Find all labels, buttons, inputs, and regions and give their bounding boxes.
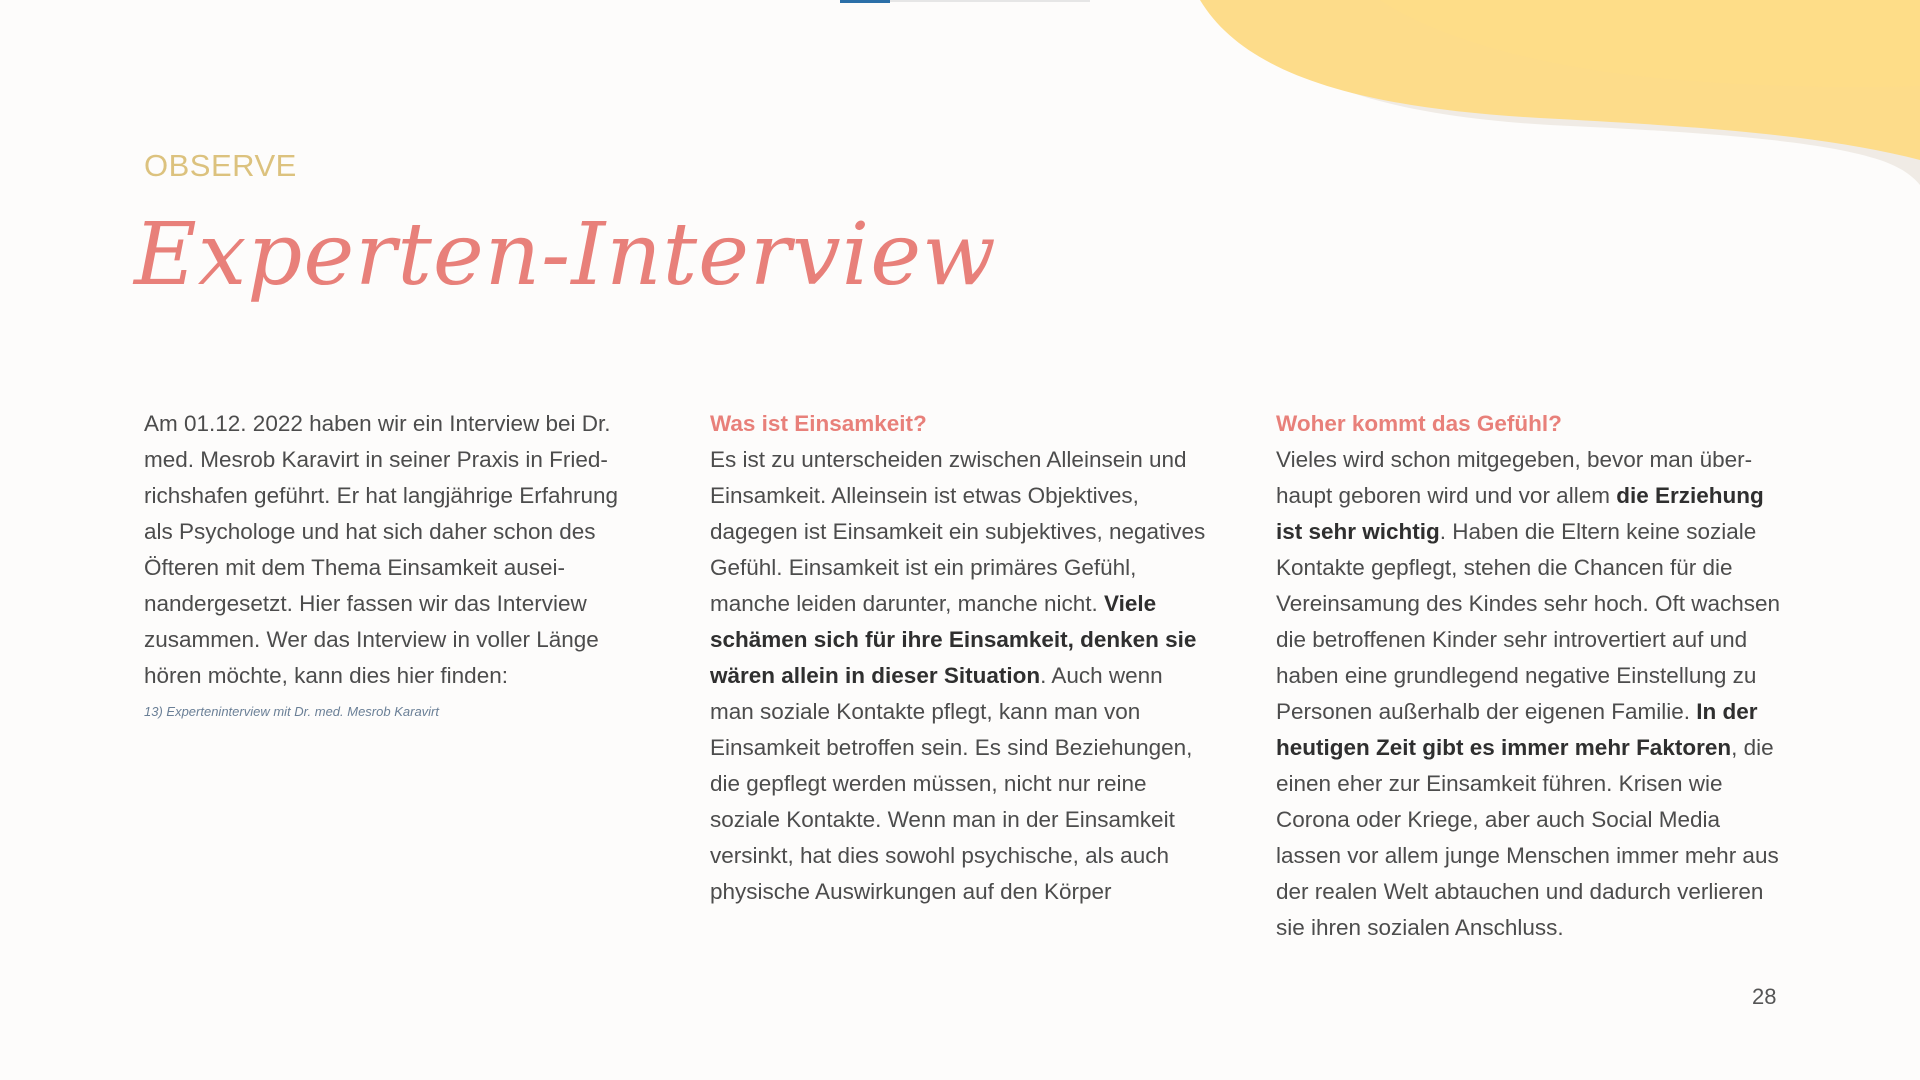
page-title: Experten-Interview — [134, 205, 997, 305]
text-segment: , die einen eher zur Einsamkeit führen. Krisen wie Corona oder Kriege, aber auch Social Media lassen vor allem junge Menschen immer mehr aus der realen Welt abtauchen und dadurch verlieren sie ihren sozialen Anschluss. — [1276, 735, 1779, 940]
column-text-einsamkeit — [710, 442, 1210, 910]
column-gefuehl — [1276, 406, 1786, 946]
intro-column — [144, 406, 634, 722]
column-einsamkeit — [710, 406, 1210, 910]
text-segment: . Haben die Eltern keine soziale Kontakte gepflegt, stehen die Chancen für die Vereinsamung des Kindes sehr hoch. Oft wachsen die betroffenen Kinder sehr introvertiert auf und haben eine grundlegend negative Einstellung zu Personen außerhalb der eigenen Familie. — [1276, 519, 1781, 724]
intro-text: Am 01.12. 2022 haben wir ein Interview bei Dr. med. Mesrob Karavirt in seiner Praxis in Friedrichshafen geführt. Er hat langjährige Erfahrung als Psychologe und hat sich daher schon des Öfteren mit dem Thema Einsamkeit auseinandergesetzt. Hier fassen wir das Interview zusammen. Wer das Interview in voller Länge hören möchte, kann dies hier finden: — [144, 411, 619, 688]
text-segment: . Auch wenn man soziale Kontakte pflegt, kann man von Einsamkeit betroffen sein. Es sind Beziehungen, die gepflegt werden müssen, nicht nur reine soziale Kontakte. Wenn man in der Einsamkeit versinkt, hat dies sowohl psychische, als auch physische Auswirkungen auf den Körper — [710, 663, 1193, 904]
footnote-reference: 13) Experteninterview mit Dr. med. Mesrob Karavirt — [144, 704, 440, 719]
column-text-gefuehl — [1276, 442, 1786, 946]
text-segment: Vieles wird schon mitgegeben, bevor man überhaupt geboren wird und vor allem — [1276, 447, 1753, 508]
column-heading-einsamkeit: Was ist Einsamkeit? — [710, 411, 927, 436]
emphasis-text: In der heutigen Zeit gibt es immer mehr Faktoren — [1276, 699, 1758, 760]
emphasis-text: Viele schämen sich für ihre Einsamkeit, denken sie wären allein in dieser Situation — [710, 591, 1197, 688]
decorative-wave — [1080, 0, 1920, 190]
text-segment: Es ist zu unterscheiden zwischen Alleinsein und Einsamkeit. Alleinsein ist etwas Objektives, dagegen ist Einsamkeit ein subjektives, negatives Gefühl. Einsamkeit ist ein primäres Gefühl, manche leiden darunter, manche nicht. — [710, 447, 1206, 616]
top-divider-line — [890, 0, 1090, 2]
page-number: 28 — [1752, 984, 1777, 1009]
section-eyebrow: OBSERVE — [144, 148, 297, 183]
column-heading-gefuehl: Woher kommt das Gefühl? — [1276, 411, 1562, 436]
top-accent-line — [840, 0, 890, 3]
emphasis-text: die Erziehung ist sehr wichtig — [1276, 483, 1764, 544]
